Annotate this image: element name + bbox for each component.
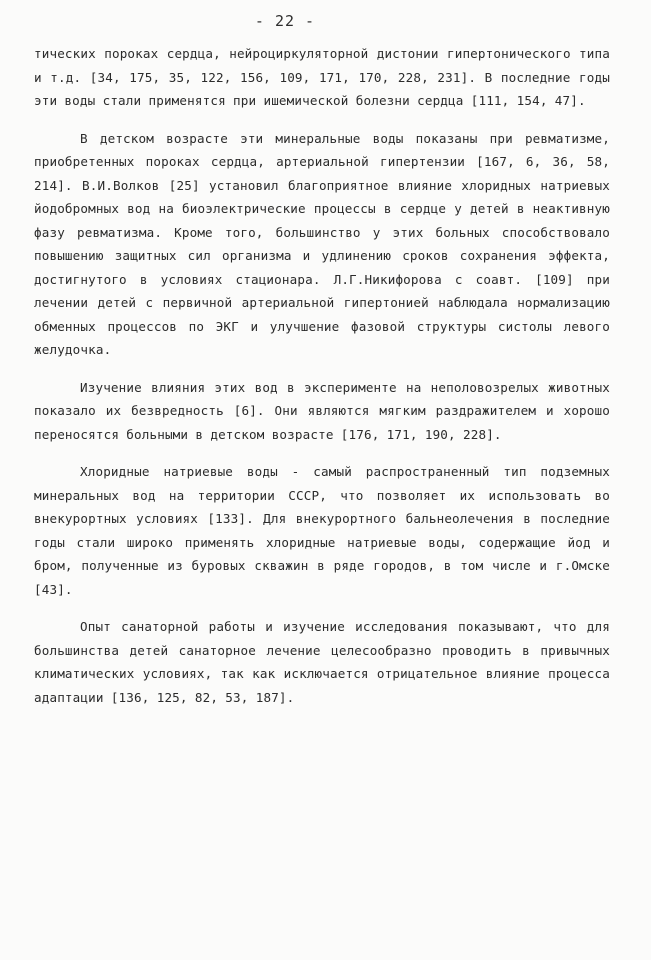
- document-body: [34, 42, 610, 709]
- paragraph-chloride-waters: Хлоридные натриевые воды - самый распространенный тип подземных минеральных вод на территории СССР, что позволяет их использовать во внекурортных условиях [133]. Для внекурортного бальнеолечения в последние годы стали широко применять хлоридные натриевые воды, содержащие йод и бром, полученные из буровых скважин в ряде городов, в том числе и г.Омске [43].: [34, 464, 610, 597]
- paragraph-children-indications: В детском возрасте эти минеральные воды показаны при ревматизме, приобретенных пороках сердца, артериальной гипертензии [167, 6, 36, 58, 214]. В.И.Волков [25] установил благоприятное влияние хлоридных натриевых йодобромных вод на биоэлектрические процессы в сердце у детей в неактивную фазу ревматизма. Кроме того, большинство у этих больных способствовало повышению защитных сил организма и удлинению сроков сохранения эффекта, достигнутого в условиях стационара. Л.Г.Никифорова с соавт. [109] при лечении детей с первичной артериальной гипертонией наблюдала нормализацию обменных процессов по ЭКГ и улучшение фазовой структуры систолы левого желудочка.: [34, 130, 610, 357]
- paragraph-experiment: Изучение влияния этих вод в эксперименте на неполовозрелых животных показало их безвредность [6]. Они являются мягким раздражителем и хорошо переносятся больными в детском возрасте [176, 171, 190, 228].: [34, 379, 610, 442]
- paragraph-continuation: тических пороках сердца, нейроциркуляторной дистонии гипертонического типа и т.д. [34, 175, 35, 122, 156, 109, 171, 170, 228, 231]. В последние годы эти воды стали применятся при ишемической болезни сердца [111, 154, 47].: [34, 46, 610, 108]
- paragraph-sanatorium-experience: Опыт санаторной работы и изучение исследования показывают, что для большинства детей санаторное лечение целесообразно проводить в привычных климатических условиях, так как исключается отрицательное влияние процесса адаптации [136, 125, 82, 53, 187].: [34, 619, 610, 705]
- page-number: - 22 -: [254, 12, 316, 30]
